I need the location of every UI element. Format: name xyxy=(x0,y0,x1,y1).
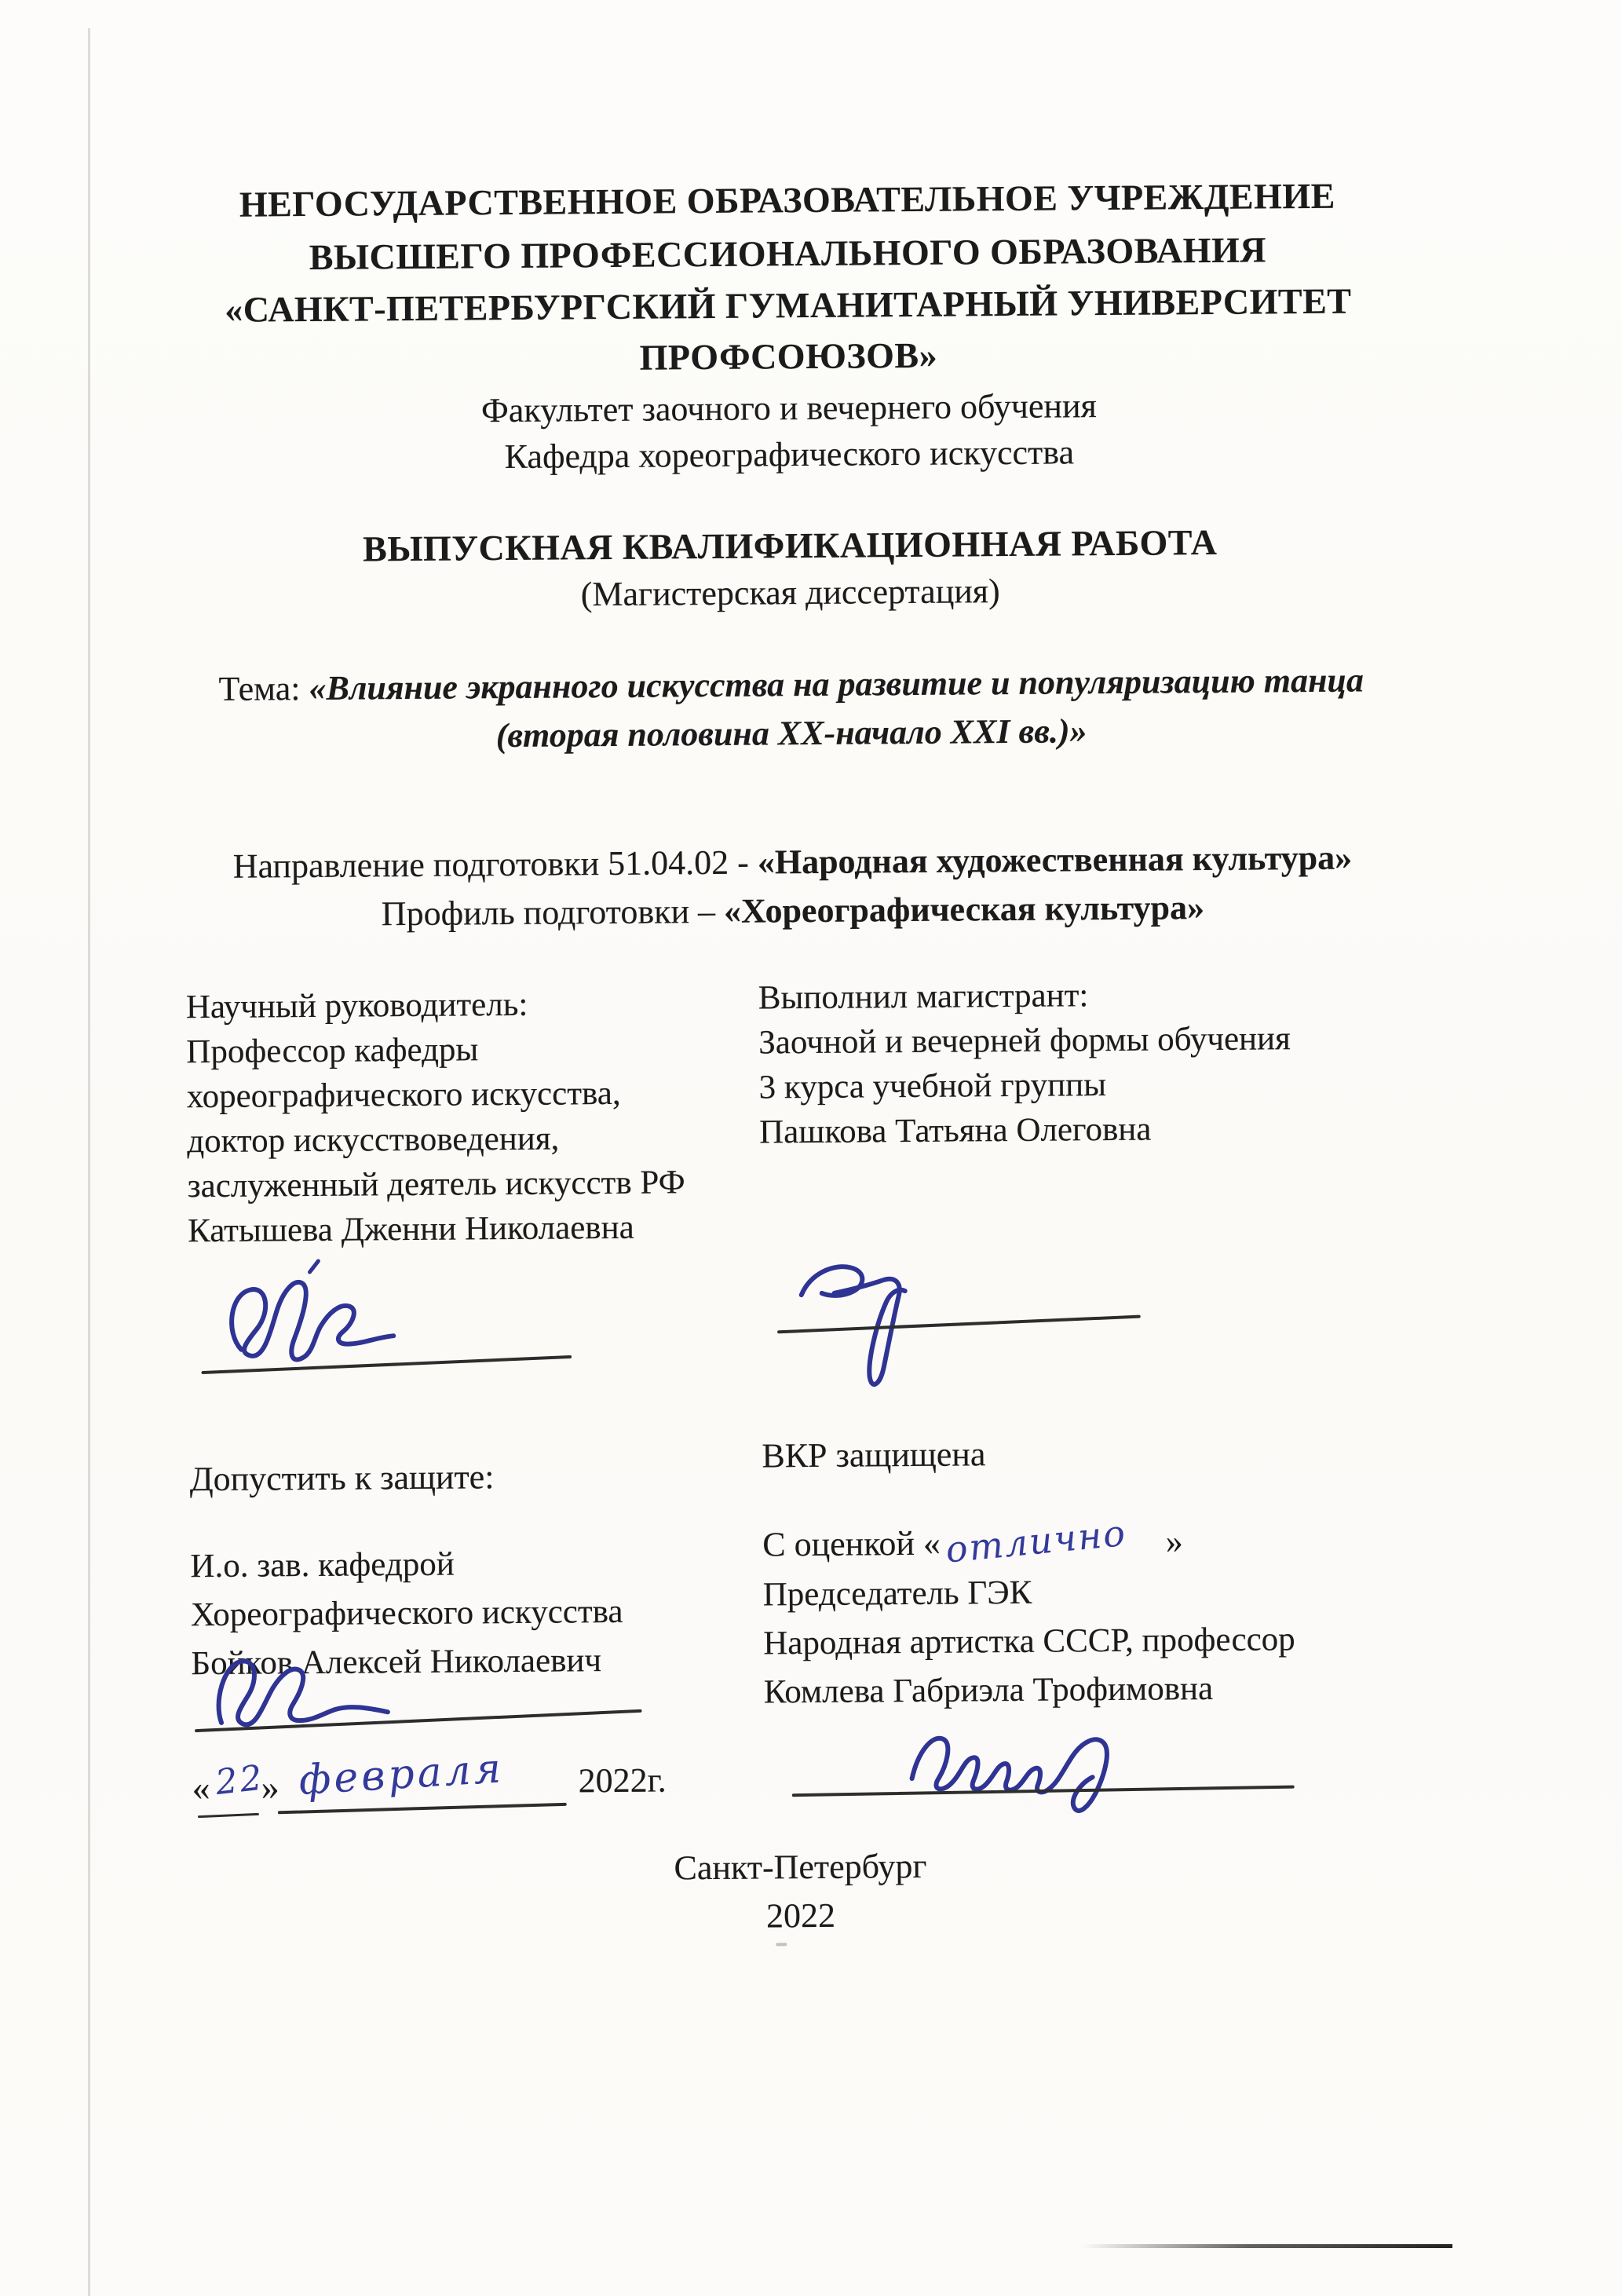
handwritten-month: февраля xyxy=(297,1745,506,1804)
committee-chair-signature xyxy=(897,1702,1142,1829)
department-head-line: Хореографического искусства xyxy=(190,1592,623,1634)
university-name-line-3: «САНКТ-ПЕТЕРБУРГСКИЙ ГУМАНИТАРНЫЙ УНИВЕРСИТЕТ xyxy=(225,280,1352,330)
direction-line xyxy=(93,836,1491,887)
supervisor-line: Катышева Дженни Николаевна xyxy=(187,1208,634,1250)
supervisor-line: хореографического искусства, xyxy=(186,1074,621,1116)
university-name-line-4: ПРОФСОЮЗОВ» xyxy=(639,335,938,378)
work-subtype: (Магистерская диссертация) xyxy=(580,572,1000,614)
direction-value: «Народная художественная культура» xyxy=(757,838,1353,882)
supervisor-line: доктор искусствоведения, xyxy=(187,1120,560,1161)
work-type-title: ВЫПУСКНАЯ КВАЛИФИКАЦИОННАЯ РАБОТА xyxy=(362,521,1218,569)
supervisor-line: Профессор кафедры xyxy=(186,1031,479,1071)
student-line: Заочной и вечерней формы обучения xyxy=(758,1020,1291,1062)
city-line: Санкт-Петербург xyxy=(674,1846,927,1888)
profile-value: «Хореографическая культура» xyxy=(723,888,1205,930)
student-signature xyxy=(784,1244,950,1402)
department-line: Кафедра хореографического искусства xyxy=(504,433,1075,477)
day-underline xyxy=(198,1813,259,1818)
committee-line: Комлева Габриэла Трофимовна xyxy=(763,1670,1214,1711)
student-block xyxy=(758,971,1291,1154)
direction-label: Направление подготовки 51.04.02 - xyxy=(232,843,750,886)
student-line: Пашкова Татьяна Олеговна xyxy=(758,1110,1152,1151)
grade-line xyxy=(762,1511,1183,1571)
bottom-scan-line xyxy=(1082,2244,1452,2248)
supervisor-block xyxy=(186,981,686,1253)
admission-title: Допустить к защите: xyxy=(189,1457,495,1499)
thesis-theme-line-1 xyxy=(92,659,1489,710)
handwritten-day: 22 xyxy=(213,1757,267,1804)
profile-line xyxy=(94,885,1492,936)
profile-label: Профиль подготовки – xyxy=(381,891,716,934)
theme-label: Тема: xyxy=(218,669,301,708)
student-line: 3 курса учебной группы xyxy=(758,1066,1107,1106)
date-close-quote: » xyxy=(261,1767,279,1808)
supervisor-title: Научный руководитель: xyxy=(185,985,528,1026)
month-underline xyxy=(278,1803,567,1815)
year-line: 2022 xyxy=(765,1896,836,1936)
grade-closing-quote: » xyxy=(1165,1522,1183,1561)
faculty-line: Факультет заочного и вечернего обучения xyxy=(480,386,1097,430)
committee-line: Председатель ГЭК xyxy=(762,1574,1032,1614)
committee-line: Народная артистка СССР, профессор xyxy=(763,1621,1295,1662)
date-year: 2022г. xyxy=(578,1760,667,1801)
scan-speck xyxy=(776,1943,787,1946)
student-title: Выполнил магистрант: xyxy=(758,977,1089,1017)
theme-title-part-1: «Влияние экранного искусства на развитие и популяризацию танца xyxy=(309,660,1364,708)
department-head-line: И.о. зав. кафедрой xyxy=(190,1545,455,1585)
supervisor-line: заслуженный деятель искусств РФ xyxy=(187,1164,685,1205)
committee-block xyxy=(763,1567,1296,1717)
university-name-line-2: ВЫСШЕГО ПРОФЕССИОНАЛЬНОГО ОБРАЗОВАНИЯ xyxy=(309,229,1267,277)
defense-status: ВКР защищена xyxy=(762,1435,986,1475)
handwritten-grade: отлично xyxy=(943,1511,1128,1571)
department-head-line: Бойков Алексей Николаевич xyxy=(191,1642,602,1683)
university-name-line-1: НЕГОСУДАРСТВЕННОЕ ОБРАЗОВАТЕЛЬНОЕ УЧРЕЖДЕНИЕ xyxy=(239,175,1335,225)
date-open-quote: « xyxy=(192,1768,210,1808)
thesis-theme-line-2: (вторая половина XX-начало XXI вв.)» xyxy=(495,711,1087,755)
grade-prefix: С оценкой « xyxy=(762,1523,941,1564)
